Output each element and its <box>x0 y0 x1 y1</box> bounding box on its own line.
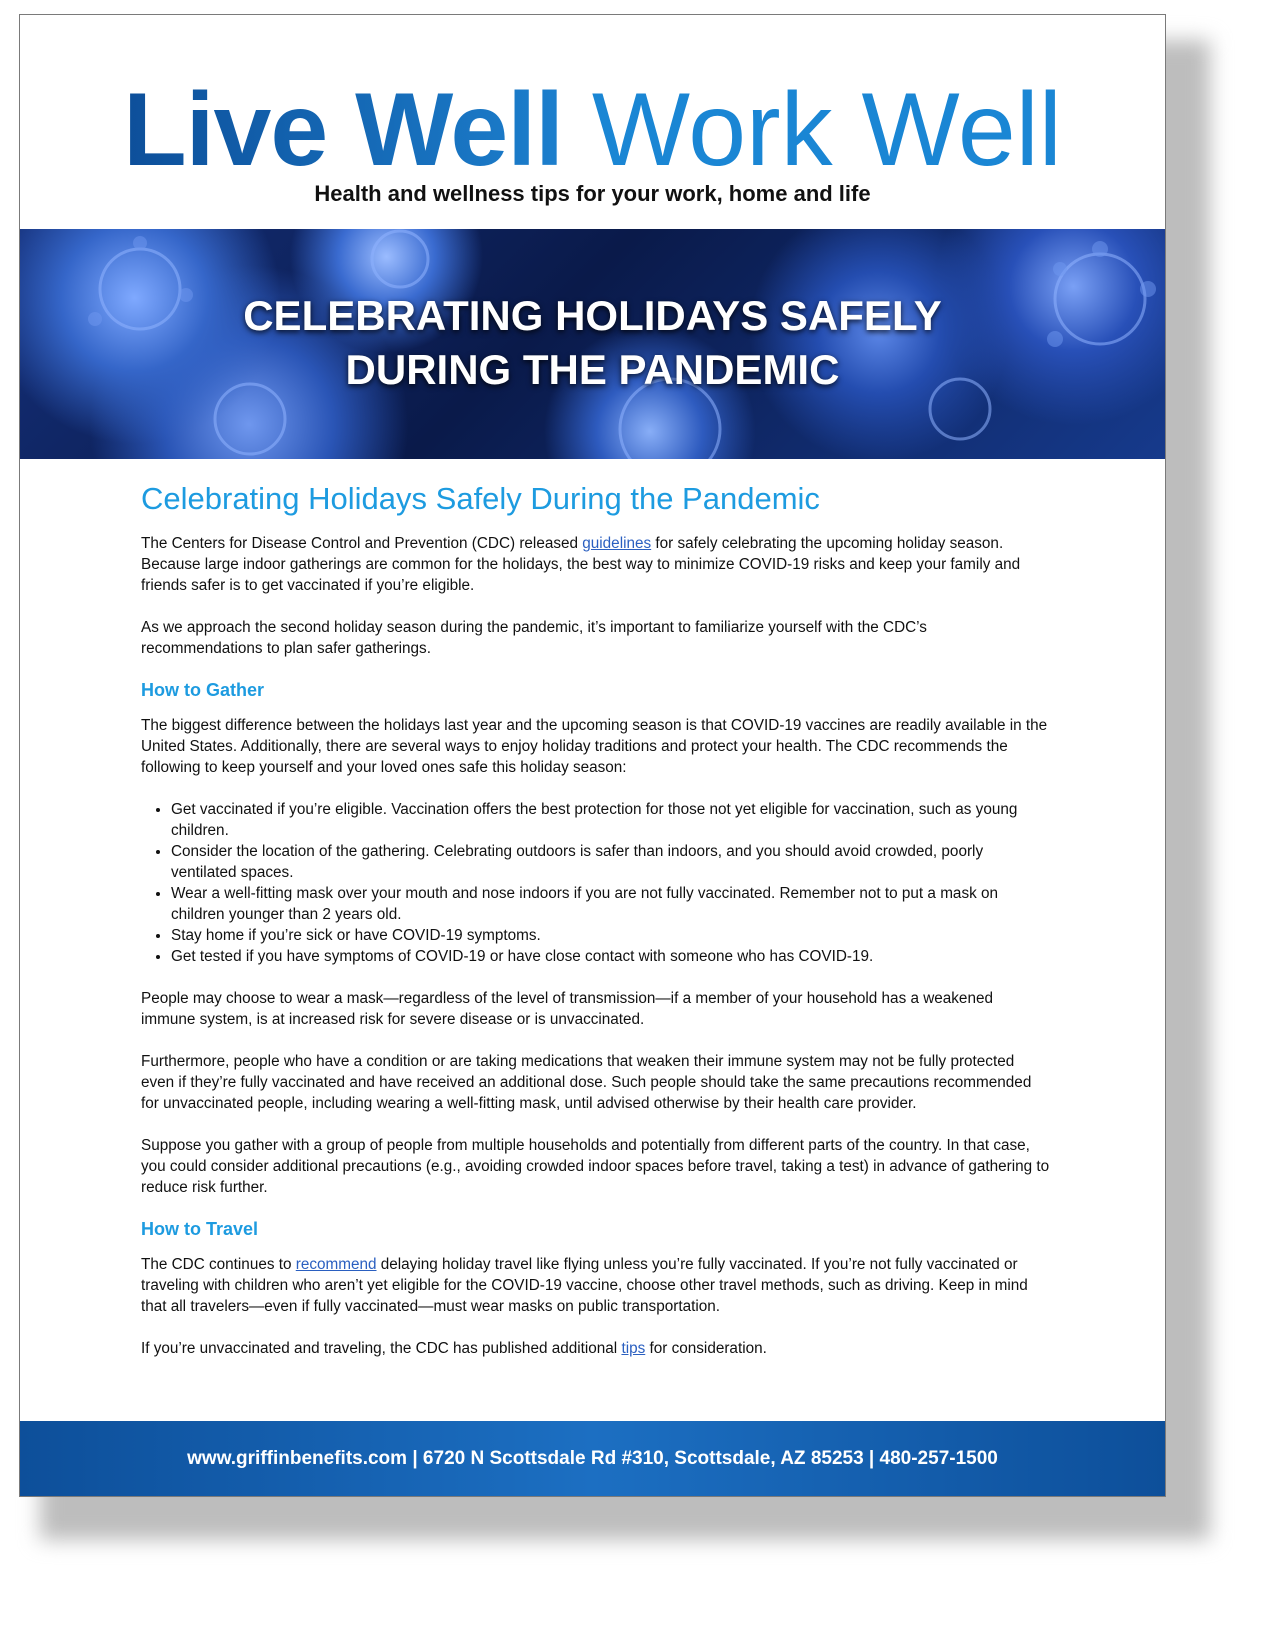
list-item: • Consider the location of the gathering. Celebrating outdoors is safer than indoors, and you should avoid crowded, poorly ventilated spaces. <box>171 841 1051 883</box>
travel-text-after: delaying holiday travel like flying unless you’re fully vaccinated. If you’re not fully vaccinated or traveling with children who aren’t yet eligible for the COVID-19 vaccine, choose other travel methods, such as driving. Keep in mind that all travelers—even if fully vaccinated—must wear masks on public transportation. <box>141 1256 1028 1315</box>
list-item: • Stay home if you’re sick or have COVID-19 symptoms. <box>171 925 1051 946</box>
tips-link[interactable]: tips <box>621 1340 646 1357</box>
article-body <box>141 477 1051 1380</box>
tips-text-after: for consideration. <box>645 1340 767 1357</box>
hero-banner <box>20 229 1165 459</box>
list-item: • Get tested if you have symptoms of COVID-19 or have close contact with someone who has COVID-19. <box>171 946 1051 967</box>
article-title: Celebrating Holidays Safely During the Pandemic <box>141 481 820 516</box>
gather-paragraph-3: Furthermore, people who have a condition or are taking medications that weaken their immune system may not be fully protected even if they’re fully vaccinated and have received an additional dose. Such people should take the same precautions recommended for unvaccinated people, including wearing a well-fitting mask, until advised otherwise by their health care provider. <box>141 1053 1032 1112</box>
banner-title-line-1: CELEBRATING HOLIDAYS SAFELY <box>243 292 942 339</box>
masthead-bold: Live Well <box>123 72 563 188</box>
gather-bullet-list <box>141 799 1051 967</box>
masthead-light: Work Well <box>591 72 1062 188</box>
how-to-travel-heading: How to Travel <box>141 1219 259 1239</box>
intro-text-after: for safely celebrating the upcoming holiday season. Because large indoor gatherings are common for the holidays, the best way to minimize COVID-19 risks and keep your family and friends safer is to get vaccinated if you’re eligible. <box>141 535 1021 594</box>
list-item: • Wear a well-fitting mask over your mouth and nose indoors if you are not fully vaccinated. Remember not to put a mask on children younger than 2 years old. <box>171 883 1051 925</box>
flyer-page <box>19 14 1166 1497</box>
gather-paragraph-2: People may choose to wear a mask—regardless of the level of transmission—if a member of your household has a weakened immune system, is at increased risk for severe disease or is unvaccinated. <box>141 990 993 1028</box>
intro-text-before: The Centers for Disease Control and Prevention (CDC) released <box>141 535 583 552</box>
list-item: • Get vaccinated if you’re eligible. Vaccination offers the best protection for those not yet eligible for vaccination, such as young children. <box>171 799 1051 841</box>
contact-footer: www.griffinbenefits.com | 6720 N Scottsdale Rd #310, Scottsdale, AZ 85253 | 480-257-1500 <box>20 1421 1165 1496</box>
travel-text-before: The CDC continues to <box>141 1256 296 1273</box>
tagline: Health and wellness tips for your work, home and life <box>314 181 871 206</box>
intro-paragraph <box>141 533 1051 596</box>
banner-title-line-2: DURING THE PANDEMIC <box>345 346 840 393</box>
travel-paragraph-2 <box>141 1338 1051 1359</box>
tips-text-before: If you’re unvaccinated and traveling, the CDC has published additional <box>141 1340 622 1357</box>
gather-paragraph-4: Suppose you gather with a group of people from multiple households and potentially from different parts of the country. In that case, you could consider additional precautions (e.g., avoiding crowded indoor spaces before travel, taking a test) in advance of gathering to reduce risk further. <box>141 1137 1050 1196</box>
gather-paragraph-1: The biggest difference between the holidays last year and the upcoming season is that COVID-19 vaccines are readily available in the United States. Additionally, there are several ways to enjoy holiday traditions and protect your health. The CDC recommends the following to keep yourself and your loved ones safe this holiday season: <box>141 717 1048 776</box>
how-to-gather-heading: How to Gather <box>141 680 265 700</box>
approach-paragraph: As we approach the second holiday season during the pandemic, it’s important to familiarize yourself with the CDC’s recommendations to plan safer gatherings. <box>141 619 927 657</box>
banner-title <box>20 289 1165 397</box>
masthead-logo <box>20 70 1165 190</box>
guidelines-link[interactable]: guidelines <box>582 535 652 552</box>
recommend-link[interactable]: recommend <box>295 1256 377 1273</box>
travel-paragraph-1 <box>141 1254 1051 1317</box>
